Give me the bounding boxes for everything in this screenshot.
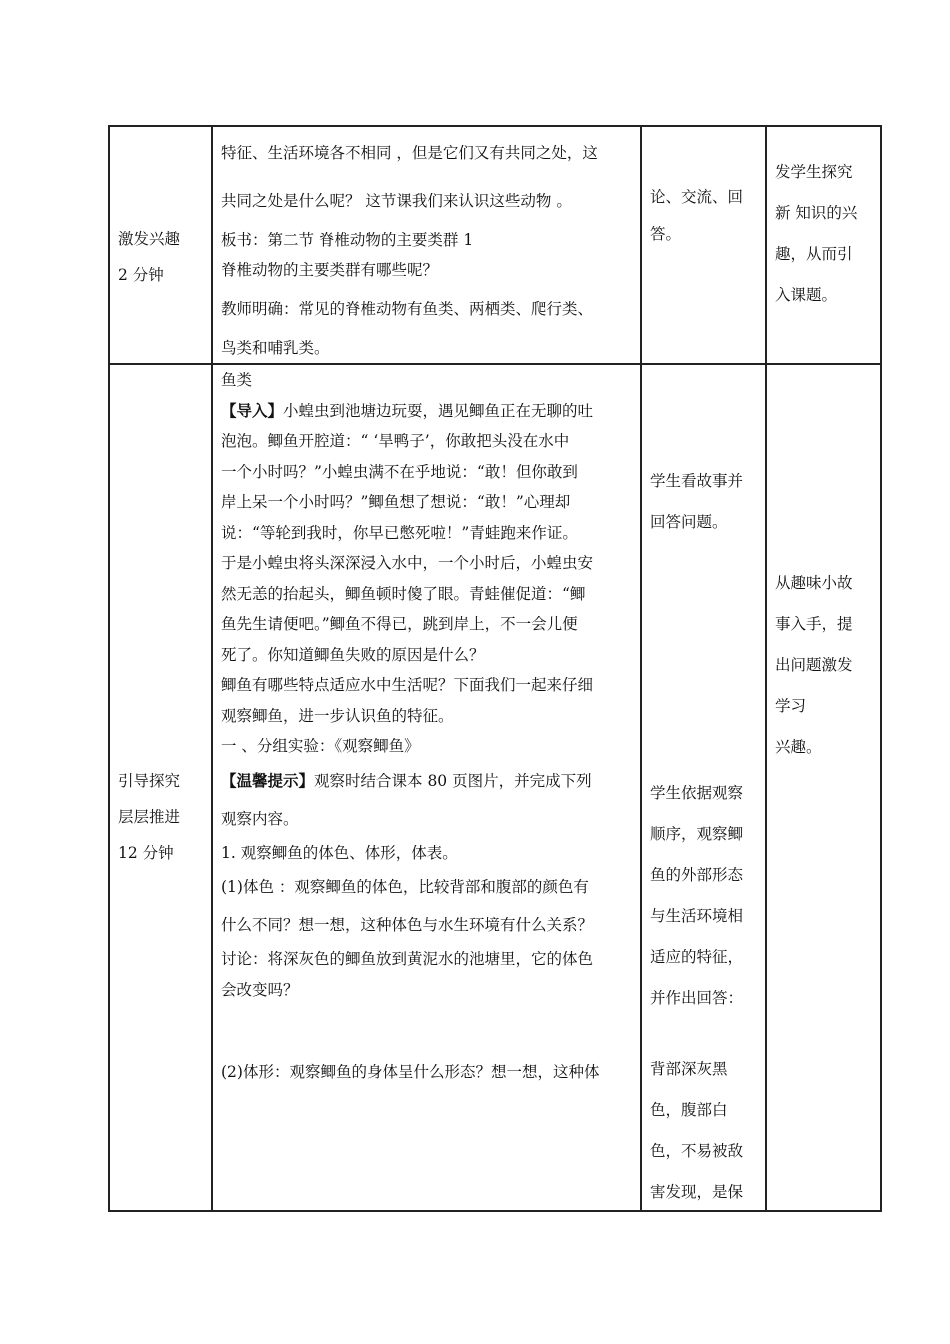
content-line: 鸟类和哺乳类。: [221, 339, 330, 357]
student-activity: [650, 1049, 743, 1213]
content-line: 板书：第二节 脊椎动物的主要类群 1: [221, 231, 474, 249]
stage-name: 引导探究: [118, 772, 181, 790]
content-line: 特征、生活环境各不相同 ，但是它们又有共同之处，这: [221, 144, 598, 162]
student-activity-cell: [641, 364, 766, 1211]
content-line: 小蝗虫到池塘边玩耍，遇见鲫鱼正在无聊的吐: [283, 401, 594, 420]
intro-tag: 【导入】: [221, 400, 284, 420]
intent-line: 趣，从而引: [775, 245, 853, 263]
student-line: 答。: [650, 225, 682, 243]
intent-line: 兴趣。: [775, 738, 822, 756]
content-line: 死了。你知道鲫鱼失败的原因是什么？: [221, 645, 485, 664]
student-line: 适应的特征，: [650, 948, 744, 966]
intent-line: 入课题。: [775, 286, 838, 304]
intent-line: 从趣味小故: [775, 574, 853, 592]
student-line: 色，不易被敌: [650, 1142, 744, 1160]
content-line: 讨论：将深灰色的鲫鱼放到黄泥水的池塘里，它的体色: [221, 950, 594, 968]
student-activity: [650, 179, 743, 253]
teacher-activity-cell: [212, 364, 641, 1211]
content-line: 会改变吗？: [221, 980, 299, 999]
student-line: 背部深灰黑: [650, 1060, 728, 1078]
intent-line: 事入手，提: [775, 615, 853, 633]
student-activity: [650, 461, 743, 543]
teacher-activity-cell: [212, 126, 641, 364]
content-line: 观察时结合课本 80 页图片，并完成下列: [314, 771, 592, 790]
stage-label: [118, 221, 180, 293]
section-title: 鱼类: [221, 371, 253, 389]
design-intent-cell: [766, 364, 881, 1211]
intent-line: 出问题激发: [775, 656, 853, 674]
content-line: 然无恙的抬起头，鲫鱼顿时傻了眼。青蛙催促道：“鲫: [221, 584, 586, 603]
content-line: 1. 观察鲫鱼的体色、体形，体表。: [221, 843, 458, 862]
content-line: 什么不同？想一想，这种体色与水生环境有什么关系？: [221, 916, 594, 934]
table-row: [109, 364, 881, 1211]
content-line: (2)体形：观察鲫鱼的身体呈什么形态？想一想，这种体: [221, 1063, 600, 1081]
content-line: (1)体色 ：观察鲫鱼的体色，比较背部和腹部的颜色有: [221, 878, 589, 896]
stage-cell: [109, 126, 212, 364]
stage-duration: 2 分钟: [118, 266, 164, 284]
content-line: 说：“等轮到我时，你早已憋死啦！”青蛙跑来作证。: [221, 523, 578, 542]
content-line: 一 、分组实验：《观察鲫鱼》: [221, 737, 420, 755]
student-line: 学生看故事并: [650, 472, 744, 490]
intent-line: 学习: [775, 697, 807, 715]
student-line: 色，腹部白: [650, 1101, 728, 1119]
content-line: 观察内容。: [221, 809, 299, 828]
content-line: 岸上呆一个小时吗？”鲫鱼想了想说：“敢！”心理却: [221, 493, 571, 511]
design-intent-cell: [766, 126, 881, 364]
student-activity: [650, 773, 743, 1019]
design-intent: [775, 563, 853, 768]
stage-name: 层层推进: [118, 808, 181, 826]
student-line: 害发现，是保: [650, 1183, 744, 1201]
stage-label: [118, 763, 180, 871]
intent-line: 新 知识的兴: [775, 204, 858, 222]
student-line: 鱼的外部形态: [650, 866, 744, 884]
intent-line: 发学生探究: [775, 163, 853, 181]
content-line: 一个小时吗？”小蝗虫满不在乎地说：“敢！但你敢到: [221, 462, 578, 481]
student-activity-cell: [641, 126, 766, 364]
stage-cell: [109, 364, 212, 1211]
tip-tag: 【温馨提示】: [221, 770, 315, 790]
content-line: 鱼先生请便吧。”鲫鱼不得已，跳到岸上，不一会儿便: [221, 615, 578, 633]
student-line: 论、交流、回: [650, 188, 744, 206]
student-line: 顺序，观察鲫: [650, 825, 744, 843]
content-line: 共同之处是什么呢？ 这节课我们来认识这些动物 。: [221, 192, 572, 210]
content-line: 鲫鱼有哪些特点适应水中生活呢？下面我们一起来仔细: [221, 676, 594, 694]
stage-duration: 12 分钟: [118, 844, 174, 862]
table-row: [109, 126, 881, 364]
content-line: 于是小蝗虫将头深深浸入水中，一个小时后，小蝗虫安: [221, 554, 594, 572]
content-line: 泡泡。鲫鱼开腔道：“ ‘旱鸭子’，你敢把头没在水中: [221, 432, 570, 450]
content-line: 脊椎动物的主要类群有哪些呢？: [221, 261, 439, 279]
lesson-plan-table: [108, 125, 882, 1212]
student-line: 回答问题。: [650, 513, 728, 531]
stage-name: 激发兴趣: [118, 230, 181, 248]
student-line: 与生活环境相: [650, 907, 744, 925]
student-line: 学生依据观察: [650, 784, 744, 802]
content-line: 观察鲫鱼，进一步认识鱼的特征。: [221, 706, 454, 725]
content-line: 教师明确：常见的脊椎动物有鱼类、两栖类、爬行类、: [221, 300, 594, 318]
student-line: 并作出回答：: [650, 989, 744, 1007]
